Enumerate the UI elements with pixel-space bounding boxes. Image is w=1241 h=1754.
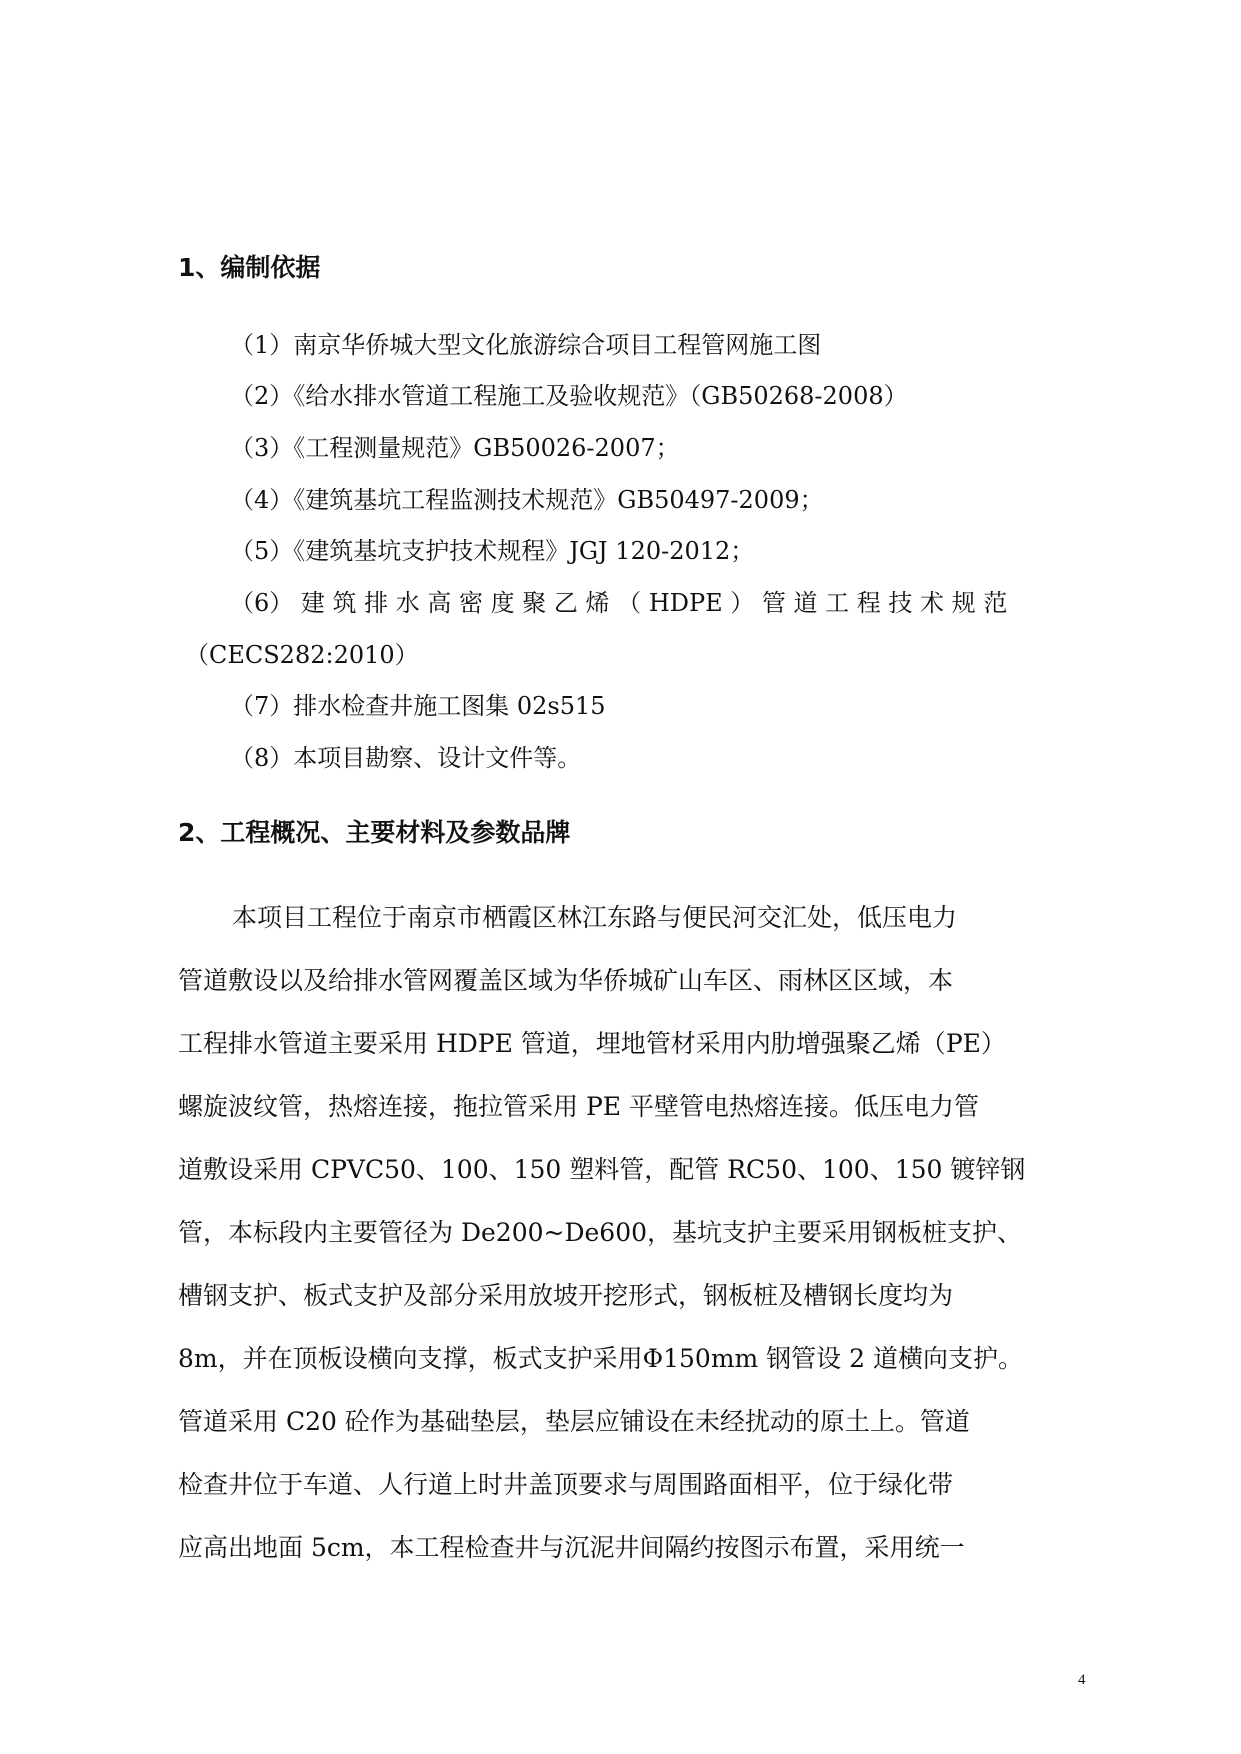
reference-item: （7）排水检查井施工图集 02s515: [230, 692, 606, 720]
section-heading-basis: 1、编制依据: [178, 253, 321, 282]
reference-item: （4）《建筑基坑工程监测技术规范》GB50497-2009；: [230, 486, 824, 514]
reference-item: （5）《建筑基坑支护技术规程》JGJ 120-2012；: [230, 537, 755, 565]
paragraph-line: 管道采用 C20 砼作为基础垫层，垫层应铺设在未经扰动的原土上。管道: [178, 1407, 970, 1436]
section-heading-overview: 2、工程概况、主要材料及参数品牌: [178, 818, 571, 847]
paragraph-line: 槽钢支护、板式支护及部分采用放坡开挖形式，钢板桩及槽钢长度均为: [178, 1281, 954, 1310]
reference-item: （2）《给水排水管道工程施工及验收规范》（GB50268-2008）: [230, 382, 908, 410]
paragraph-line: 管道敷设以及给排水管网覆盖区域为华侨城矿山车区、雨林区区域，本: [178, 966, 954, 995]
reference-item: （3）《工程测量规范》GB50026-2007；: [230, 434, 680, 462]
paragraph-line: 道敷设采用 CPVC50、100、150 塑料管，配管 RC50、100、150 镀锌钢: [178, 1155, 1026, 1184]
paragraph-line: 应高出地面 5cm，本工程检查井与沉泥井间隔约按图示布置，采用统一: [178, 1533, 965, 1562]
paragraph-line: 螺旋波纹管，热熔连接，拖拉管采用 PE 平壁管电热熔连接。低压电力管: [178, 1092, 979, 1121]
page-number: 4: [1078, 1672, 1086, 1688]
reference-item: （6） 建 筑 排 水 高 密 度 聚 乙 烯 （ HDPE ） 管 道 工 程 技 术 规 范: [230, 589, 1008, 617]
paragraph-line: 管，本标段内主要管径为 De200~De600，基坑支护主要采用钢板桩支护、: [178, 1218, 1023, 1247]
paragraph-line: 工程排水管道主要采用 HDPE 管道，埋地管材采用内肋增强聚乙烯（PE）: [178, 1029, 1006, 1058]
reference-item: （1）南京华侨城大型文化旅游综合项目工程管网施工图: [230, 331, 822, 359]
paragraph-line: 8m，并在顶板设横向支撑，板式支护采用Φ150mm 钢管设 2 道横向支护。: [178, 1344, 1023, 1373]
paragraph-line: 检查井位于车道、人行道上时井盖顶要求与周围路面相平，位于绿化带: [178, 1470, 954, 1499]
reference-item: （8）本项目勘察、设计文件等。: [230, 744, 582, 772]
paragraph-line: 本项目工程位于南京市栖霞区林江东路与便民河交汇处，低压电力: [232, 903, 958, 932]
reference-item-continuation: （CECS282:2010）: [185, 641, 419, 669]
